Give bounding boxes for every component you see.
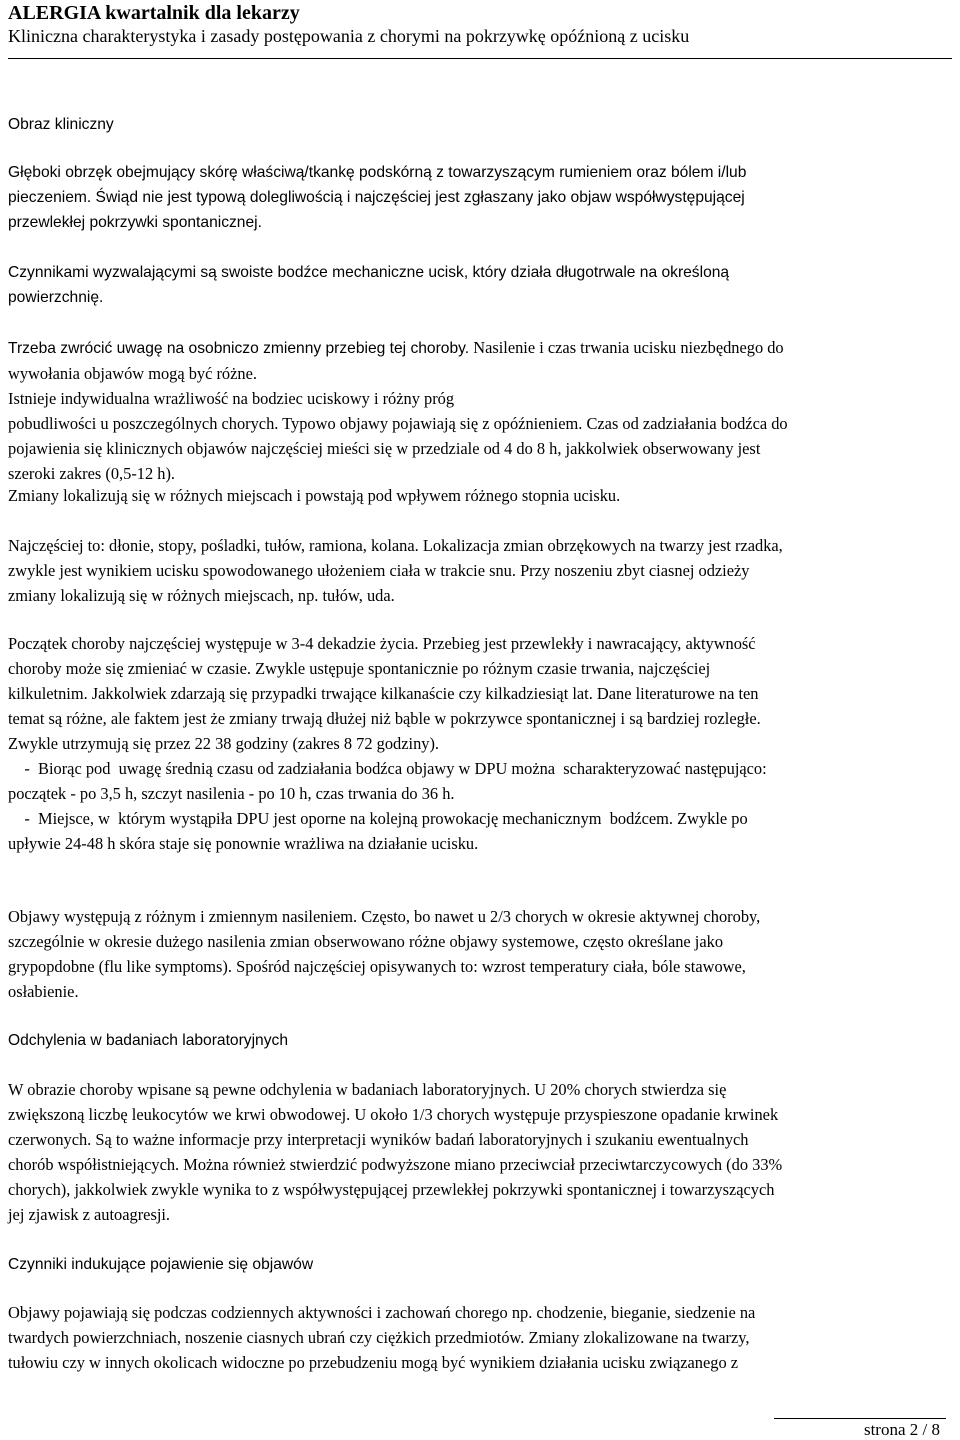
header-divider (8, 58, 952, 59)
text-line: chorych), jakkolwiek zwykle wynika to z współwystępującej przewlekłej pokrzywki spontanicznej i towarzyszących (8, 1180, 775, 1199)
text-line: Czynnikami wyzwalającymi są swoiste bodźce mechaniczne ucisk, który działa długotrwale na określoną (8, 264, 730, 281)
text-line: pieczeniem. Świąd nie jest typową dolegliwością i najczęściej jest zgłaszany jako objaw współwystępującej (8, 189, 745, 206)
text-line: twardych powierzchniach, noszenie ciasnych ubrań czy ciężkich przedmiotów. Zmiany zlokalizowane na twarzy, (8, 1328, 750, 1347)
page-number: strona 2 / 8 (863, 1420, 940, 1439)
paragraph-6 (8, 631, 954, 856)
text-line: szeroki zakres (0,5-12 h). (8, 464, 176, 483)
text-line: przewlekłej pokrzywki spontanicznej. (8, 214, 262, 231)
text-line: zmiany lokalizują się w różnych miejscach, np. tułów, uda. (8, 586, 395, 605)
text-segment: Trzeba zwrócić uwagę na osobniczo zmienny przebieg tej choroby. (8, 340, 470, 357)
document-page (8, 0, 952, 1440)
text-line: temat są różne, ale faktem jest że zmiany trwają dłużej niż bąble w pokrzywce spontanicznej i są bardziej rozległe. (8, 709, 761, 728)
text-line: Najczęściej to: dłonie, stopy, pośladki, tułów, ramiona, kolana. Lokalizacja zmian obrzękowych na twarzy jest rzadka, (8, 536, 783, 555)
paragraph-5 (8, 533, 954, 608)
section-heading-odchylenia (8, 1028, 954, 1053)
text-line: Istnieje indywidualna wrażliwość na bodziec uciskowy i różny próg (8, 389, 455, 408)
text-line: szczególnie w okresie dużego nasilenia zmian obserwowano różne objawy systemowe, często określane jako (8, 932, 724, 951)
text-line: Zmiany lokalizują się w różnych miejscach i powstają pod wpływem różnego stopnia ucisku. (8, 486, 621, 505)
heading-text: Czynniki indukujące pojawienie się objawów (8, 1256, 314, 1273)
text-line: zwykle jest wynikiem ucisku spowodowanego ułożeniem ciała w trakcie snu. Przy noszeniu zbyt ciasnej odzieży (8, 561, 750, 580)
list-item: - Biorąc pod uwagę średnią czasu od zadziałania bodźca objawy w DPU można scharakteryzować następująco: (8, 759, 767, 778)
text-line: Objawy pojawiają się podczas codziennych aktywności i zachowań chorego np. chodzenie, bieganie, siedzenie na (8, 1303, 756, 1322)
paragraph-9 (8, 1300, 954, 1375)
text-line: Początek choroby najczęściej występuje w 3-4 dekadzie życia. Przebieg jest przewlekły i nawracający, aktywność (8, 634, 756, 653)
paragraph-7 (8, 904, 954, 1004)
section-heading-obraz (8, 112, 954, 137)
text-line: osłabienie. (8, 982, 79, 1001)
text-line: grypopdobne (flu like symptoms). Spośród najczęściej opisywanych to: wzrost temperatury ciała, bóle stawowe, (8, 957, 746, 976)
text-line: zwiększoną liczbę leukocytów we krwi obwodowej. U około 1/3 chorych występuje przyspieszone opadanie krwinek (8, 1105, 779, 1124)
journal-title: ALERGIA kwartalnik dla lekarzy (8, 2, 300, 24)
paragraph-2 (8, 260, 954, 310)
text-line: Objawy występują z różnym i zmiennym nasileniem. Często, bo nawet u 2/3 chorych w okresie aktywnej choroby, (8, 907, 761, 926)
page-header (8, 2, 952, 47)
paragraph-1 (8, 160, 954, 235)
text-line: pojawienia się klinicznych objawów najczęściej mieści się w przedziale od 4 do 8 h, jakkolwiek obserwowany jest (8, 439, 761, 458)
heading-text: Odchylenia w badaniach laboratoryjnych (8, 1032, 288, 1049)
text-line: wywołania objawów mogą być różne. (8, 364, 257, 383)
text-segment: Czas od zadziałania bodźca do (586, 414, 788, 433)
text-line: Zwykle utrzymują się przez 22 38 godziny (zakres 8 72 godziny). (8, 734, 440, 753)
list-item: - Miejsce, w którym wystąpiła DPU jest oporne na kolejną prowokację mechanicznym bodźcem. Zwykle po (8, 809, 748, 828)
article-title: Kliniczna charakterystyka i zasady postępowania z chorymi na pokrzywkę opóźnioną z ucisku (8, 26, 690, 46)
footer-divider (774, 1418, 946, 1419)
text-line: jej zjawisk z autoagresji. (8, 1205, 171, 1224)
text-line: chorób współistniejących. Można również stwierdzić podwyższone miano przeciwciał przeciwtarczycowych (do 33% (8, 1155, 783, 1174)
paragraph-4 (8, 483, 954, 508)
paragraph-3 (8, 335, 954, 486)
text-line: powierzchnię. (8, 289, 104, 306)
text-segment: Nasilenie i czas trwania ucisku niezbędnego do (473, 338, 784, 357)
text-line: upływie 24-48 h skóra staje się ponownie wrażliwa na działanie ucisku. (8, 834, 479, 853)
paragraph-8 (8, 1077, 954, 1227)
text-line: choroby może się zmieniać w czasie. Zwykle ustępuje spontanicznie po różnym czasie trwania, najczęściej (8, 659, 711, 678)
text-line: Głęboki obrzęk obejmujący skórę właściwą/tkankę podskórną z towarzyszącym rumieniem oraz bólem i/lub (8, 164, 747, 181)
text-line: tułowiu czy w innych okolicach widoczne po przebudzeniu mogą być wynikiem działania ucisku związanego z (8, 1353, 739, 1372)
text-line: kilkuletnim. Jakkolwiek zdarzają się przypadki trwające kilkanaście czy kilkadziesiąt lat. Dane literaturowe na ten (8, 684, 759, 703)
section-heading-czynniki (8, 1252, 954, 1277)
heading-text: Obraz kliniczny (8, 116, 114, 133)
text-segment: pobudliwości u poszczególnych chorych. Typowo objawy pojawiają się z opóźnieniem. (8, 414, 583, 433)
text-line: czerwonych. Są to ważne informacje przy interpretacji wyników badań laboratoryjnych i szukaniu ewentualnych (8, 1130, 749, 1149)
text-line: początek - po 3,5 h, szczyt nasilenia - po 10 h, czas trwania do 36 h. (8, 784, 455, 803)
text-line: W obrazie choroby wpisane są pewne odchylenia w badaniach laboratoryjnych. U 20% chorych stwierdza się (8, 1080, 727, 1099)
